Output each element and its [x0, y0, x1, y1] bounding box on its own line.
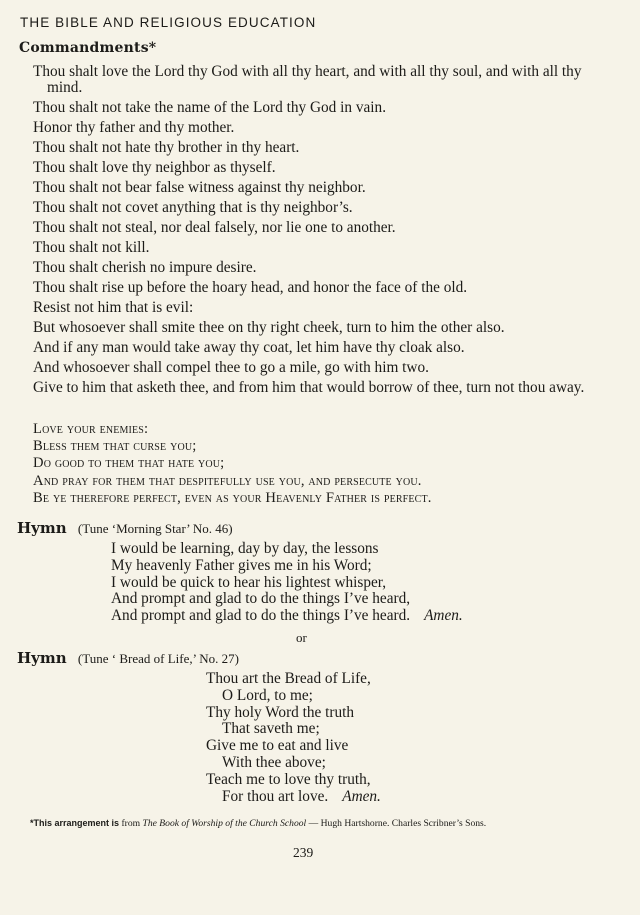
hymn-2-line: O Lord, to me; [222, 686, 313, 704]
or-separator: or [296, 630, 307, 645]
hymn-2-line: Thou art the Bread of Life, [206, 670, 371, 687]
commandment-line: Thou shalt not steal, nor deal falsely, nor lie one to another. [33, 219, 396, 236]
hymn-1-line: And prompt and glad to do the things I’ve heard. [111, 607, 411, 625]
hymn-2-tune: (Tune ‘ Bread of Life,’ No. 27) [77, 651, 239, 666]
hymn-1-label: Hymn [17, 519, 67, 537]
hymn-2-verse [206, 671, 381, 805]
hymn-1-line: My heavenly Father gives me in his Word; [111, 556, 372, 574]
footnote-lead: *This arrangement is [30, 818, 120, 828]
commandment-line: Thou shalt rise up before the hoary head, and honor the face of the old. [33, 279, 468, 296]
commandment-line: Thou shalt not take the name of the Lord thy God in vain. [33, 99, 387, 116]
footnote [30, 818, 600, 829]
commandment-line: But whosoever shall smite thee on thy right cheek, turn to him the other also. [33, 319, 505, 336]
love-enemies-line: Do good to them that hate you; [33, 455, 225, 472]
commandment-line: And if any man would take away thy coat, let him have thy cloak also. [33, 339, 465, 356]
hymn-1-line: I would be quick to hear his lightest whisper, [111, 573, 387, 591]
hymn-1-line: I would be learning, day by day, the lessons [111, 540, 379, 557]
hymn-2-amen: Amen. [342, 787, 381, 805]
footnote-from: from [121, 818, 141, 829]
hymn-2-line: Teach me to love thy truth, [206, 770, 371, 788]
commandment-line: Thou shalt not kill. [33, 239, 150, 256]
page-number: 239 [293, 845, 314, 860]
footnote-book-title: The Book of Worship of the Church School [142, 818, 307, 829]
hymn-2-line: With thee above; [222, 753, 326, 771]
hymn-1-line: And prompt and glad to do the things I’ve heard, [111, 590, 411, 608]
commandment-line: Thou shalt cherish no impure desire. [33, 259, 257, 276]
commandment-line: Thou shalt not bear false witness against thy neighbor. [33, 179, 366, 196]
commandment-line: Thou shalt not covet anything that is thy neighbor’s. [33, 199, 353, 216]
running-head: THE BIBLE AND RELIGIOUS EDUCATION [20, 15, 317, 30]
hymn-1-tune: (Tune ‘Morning Star’ No. 46) [77, 521, 233, 536]
footnote-rest: — Hugh Hartshorne. Charles Scribner’s Sons. [308, 818, 487, 829]
commandment-line: Thou shalt love the Lord thy God with all thy heart, and with all thy soul, and with all thy mind. [33, 63, 582, 96]
commandment-line: Thou shalt love thy neighbor as thyself. [33, 159, 276, 176]
commandment-line: Thou shalt not hate thy brother in thy heart. [33, 139, 300, 156]
commandment-line: Honor thy father and thy mother. [33, 119, 235, 136]
commandment-line: And whosoever shall compel thee to go a mile, go with him two. [33, 359, 429, 376]
commandment-line: Give to him that asketh thee, and from him that would borrow of thee, turn not thou away. [33, 379, 585, 396]
hymn-1-last-line [111, 608, 463, 625]
hymn-2-line: Thy holy Word the truth [206, 703, 355, 721]
love-enemies-line: Love your enemies: [33, 421, 149, 437]
hymn-1-verse [111, 541, 463, 625]
hymn-2-line: For thou art love. [222, 787, 329, 805]
hymn-2-line: That saveth me; [222, 720, 320, 738]
love-enemies-line: Bless them that curse you; [33, 438, 197, 455]
hymn-1-heading [17, 519, 233, 537]
commandments-list [33, 64, 603, 400]
hymn-1-amen: Amen. [424, 607, 463, 625]
hymn-2-last-line [206, 789, 381, 806]
love-enemies-line: And pray for them that despitefully use you, and persecute you. [33, 472, 422, 489]
love-enemies-block [33, 421, 623, 507]
section-title: Commandments* [19, 40, 157, 56]
hymn-2-line: Give me to eat and live [206, 737, 349, 755]
love-enemies-line: Be ye therefore perfect, even as your Heavenly Father is perfect. [33, 489, 432, 506]
hymn-2-label: Hymn [17, 649, 67, 667]
commandment-line: Resist not him that is evil: [33, 299, 194, 316]
hymn-2-heading [17, 649, 239, 667]
